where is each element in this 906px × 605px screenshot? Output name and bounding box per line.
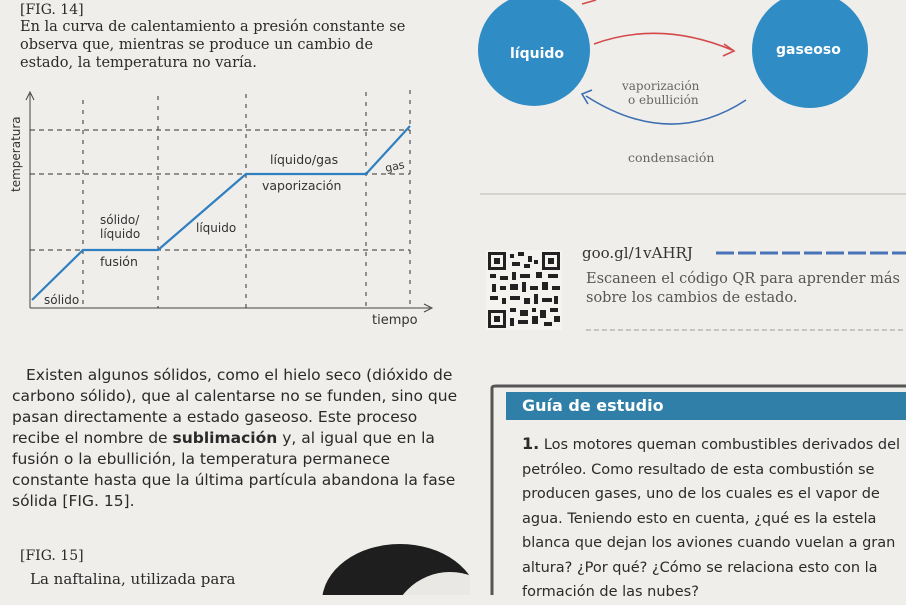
x-axis-label: tiempo: [372, 313, 418, 328]
sublimation-paragraph: [12, 365, 467, 512]
annotation-liquid-gas: líquido/gas: [270, 152, 339, 167]
fig14-label: [FIG. 14]: [20, 2, 84, 18]
study-guide-title: Guía de estudio: [506, 392, 906, 420]
vaporization-label-1: vaporización: [622, 79, 700, 93]
annotation-solid: sólido: [44, 293, 80, 307]
annotation-solid-liquid-2: líquido: [100, 227, 141, 241]
annotation-liquid: líquido: [196, 221, 237, 235]
fig15-label: [FIG. 15]: [20, 548, 84, 564]
vaporization-label-2: o ebullición: [628, 93, 699, 107]
qr-code-icon[interactable]: [486, 250, 562, 330]
qr-divider: [586, 328, 906, 332]
liquid-label: líquido: [510, 46, 565, 62]
item-text: Los motores queman combustibles derivados del petróleo. Como resultado de esta combustión se producen gases, uno de los cuales es el vapor de agua. Teniendo esto en cuenta, ¿qué es la estela blanca que dejan los aviones cuando vuelan a gran altura? ¿Por qué? ¿Cómo se relaciona esto con la formación de las nubes?: [522, 437, 901, 600]
annotation-solid-liquid-1: sólido/: [100, 213, 140, 227]
study-guide-item: [522, 432, 906, 605]
qr-url[interactable]: goo.gl/1vAHRJ: [582, 244, 693, 262]
item-number: 1.: [522, 434, 540, 453]
fig14-caption: En la curva de calentamiento a presión constante se observa que, mientras se produce un cambio de estado, la temperatura no varía.: [20, 19, 406, 71]
annotation-gas: gas: [383, 158, 406, 175]
phase-change-diagram: [470, 0, 906, 200]
fig15-caption: La naftalina, utilizada para: [30, 570, 236, 588]
condensation-label: condensación: [628, 150, 715, 165]
para-text-1: Existen algunos sólidos, como el hielo seco (dióxido de carbono sólido), que al calentarse no se funden, sino que pasan directamente a estado gaseoso. Este proceso recibe el nombre de: [12, 366, 458, 447]
qr-description: Escaneen el código QR para aprender más sobre los cambios de estado.: [586, 271, 901, 306]
top-partial-arrow: [582, 0, 596, 4]
vertical-guides: [83, 90, 410, 308]
gas-label: gaseoso: [776, 42, 841, 58]
annotation-vaporization: vaporización: [262, 178, 342, 193]
annotation-fusion: fusión: [100, 254, 138, 269]
y-axis-label: temperatura: [9, 116, 23, 192]
sublimation-term: sublimación: [172, 429, 278, 447]
heating-curve-chart: [0, 80, 460, 340]
para-text-2: y, al igual que en la fusión o la ebullición, la temperatura permanece constante hasta que la última partícula abandona la fase sólida [FIG. 15].: [12, 429, 456, 510]
vaporization-arrow: [594, 33, 732, 50]
url-decor-line: [716, 248, 906, 258]
heating-curve-line: [32, 126, 410, 300]
fig15-photo: [300, 512, 470, 595]
